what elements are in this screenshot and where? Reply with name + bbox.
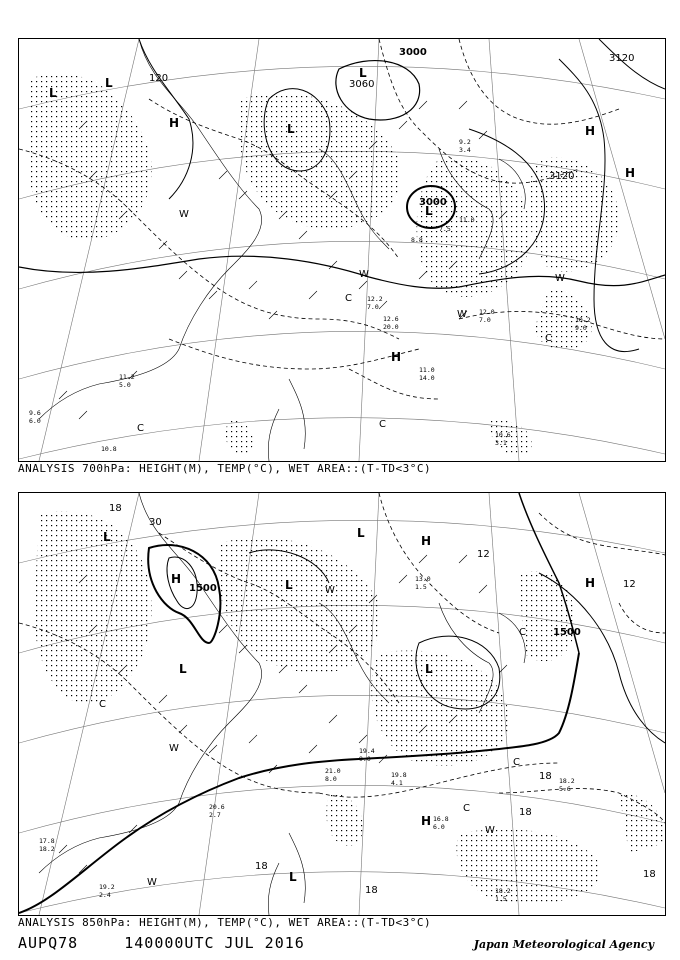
- caption-850hpa: ANALYSIS 850hPa: HEIGHT(M), TEMP(°C), WET AREA::(T-TD<3°C): [18, 916, 432, 929]
- station-value: 19.4: [359, 747, 375, 755]
- station-value: 9.0: [359, 755, 371, 763]
- station-value: 20.0: [383, 323, 399, 331]
- station-value: 6.0: [29, 417, 41, 425]
- station-value: 5.0: [119, 381, 131, 389]
- cold-label: C: [379, 419, 386, 430]
- cold-label: C: [345, 293, 352, 304]
- station-value: 12.0: [479, 308, 495, 316]
- map-850hpa: [19, 493, 665, 915]
- wet-areas: [34, 511, 665, 904]
- isotherm-label: 12: [623, 579, 636, 590]
- low-pressure-marker: L: [287, 122, 295, 136]
- high-pressure-marker: H: [169, 116, 180, 130]
- warm-label: W: [457, 309, 467, 320]
- low-pressure-marker: L: [359, 66, 367, 80]
- height-label: 3000: [419, 197, 447, 208]
- warm-label: W: [325, 585, 335, 596]
- station-value: 18.2: [559, 777, 575, 785]
- cold-label: C: [137, 423, 144, 434]
- station-value: 18.2: [495, 887, 511, 895]
- high-pressure-marker: H: [421, 534, 432, 548]
- cold-label: C: [519, 627, 526, 638]
- height-label: 3000: [399, 47, 427, 58]
- station-value: 6.0: [433, 823, 445, 831]
- isotherm-label: 18: [539, 771, 552, 782]
- station-value: 5.6: [559, 785, 571, 793]
- chart-code: AUPQ78: [18, 934, 79, 952]
- station-value: 12.6: [383, 315, 399, 323]
- low-pressure-marker: L: [425, 204, 433, 218]
- station-value: 8.8: [411, 236, 423, 244]
- station-value: 19.8: [391, 771, 407, 779]
- station-value: 10.2: [575, 316, 591, 324]
- station-value: 9.0: [575, 324, 587, 332]
- warm-label: W: [359, 269, 369, 280]
- station-value: 7.0: [479, 316, 491, 324]
- isotherm-label: 18: [109, 503, 122, 514]
- station-value: 20.6: [209, 803, 225, 811]
- station-value: 12.2: [367, 295, 383, 303]
- station-value: 13.0: [415, 575, 431, 583]
- isotherm-label: 18: [643, 869, 656, 880]
- map-panel-850hpa: [18, 492, 666, 916]
- low-pressure-marker: L: [105, 76, 113, 90]
- station-value: 16.8: [433, 815, 449, 823]
- high-pressure-marker: H: [585, 124, 596, 138]
- station-value: 7.5: [439, 225, 451, 233]
- low-pressure-marker: L: [179, 662, 187, 676]
- isotherm-label: 18: [365, 885, 378, 896]
- station-value: 11.0: [459, 216, 475, 224]
- cold-label: C: [545, 333, 552, 344]
- low-pressure-marker: L: [357, 526, 365, 540]
- station-value: 19.2: [99, 883, 115, 891]
- low-pressure-marker: L: [285, 578, 293, 592]
- cold-label: C: [99, 699, 106, 710]
- high-pressure-marker: H: [625, 166, 636, 180]
- warm-label: W: [485, 825, 495, 836]
- height-label: 1500: [553, 627, 581, 638]
- low-pressure-marker: L: [103, 530, 111, 544]
- isotherm-label: 12: [477, 549, 490, 560]
- height-label: 3060: [349, 79, 375, 90]
- station-value: 1.5: [415, 583, 427, 591]
- map-700hpa: [19, 39, 665, 461]
- isotherm-label: 18: [255, 861, 268, 872]
- station-value: 9.2: [459, 138, 471, 146]
- height-label: 120: [149, 73, 169, 84]
- cold-label: C: [513, 757, 520, 768]
- height-label: 30: [149, 517, 162, 528]
- station-value: 3.1: [495, 439, 507, 447]
- map-panel-700hpa: [18, 38, 666, 462]
- warm-label: W: [555, 273, 565, 284]
- isotherm-label: 18: [519, 807, 532, 818]
- station-value: 2.4: [99, 891, 111, 899]
- high-pressure-marker: H: [585, 576, 596, 590]
- warm-label: W: [179, 209, 189, 220]
- low-pressure-marker: L: [425, 662, 433, 676]
- station-value: 10.8: [101, 445, 117, 453]
- station-value: 7.0: [367, 303, 379, 311]
- valid-time: 140000UTC JUL 2016: [124, 934, 305, 952]
- station-value: 4.1: [391, 779, 403, 787]
- height-label: 1500: [189, 583, 217, 594]
- high-pressure-marker: H: [391, 350, 402, 364]
- station-value: 3.4: [459, 146, 471, 154]
- station-value: 14.0: [419, 374, 435, 382]
- station-value: 18.2: [39, 845, 55, 853]
- low-pressure-marker: L: [49, 86, 57, 100]
- height-label: 3120: [549, 171, 575, 182]
- high-pressure-marker: H: [171, 572, 182, 586]
- station-value: 9.6: [29, 409, 41, 417]
- chart-identifier: [18, 934, 305, 952]
- station-value: 1.5: [495, 895, 507, 903]
- low-pressure-marker: L: [289, 870, 297, 884]
- warm-label: W: [147, 877, 157, 888]
- station-value: 11.2: [119, 373, 135, 381]
- station-value: 8.0: [325, 775, 337, 783]
- station-value: 11.0: [419, 366, 435, 374]
- caption-700hpa: ANALYSIS 700hPa: HEIGHT(M), TEMP(°C), WET AREA::(T-TD<3°C): [18, 462, 432, 475]
- warm-label: W: [169, 743, 179, 754]
- height-label: 3120: [609, 53, 635, 64]
- station-value: 21.0: [325, 767, 341, 775]
- high-pressure-marker: H: [421, 814, 432, 828]
- cold-label: C: [463, 803, 470, 814]
- station-value: 17.8: [39, 837, 55, 845]
- station-value: 2.7: [209, 811, 221, 819]
- station-value: 10.6: [495, 431, 511, 439]
- agency-name: Japan Meteorological Agency: [473, 938, 654, 951]
